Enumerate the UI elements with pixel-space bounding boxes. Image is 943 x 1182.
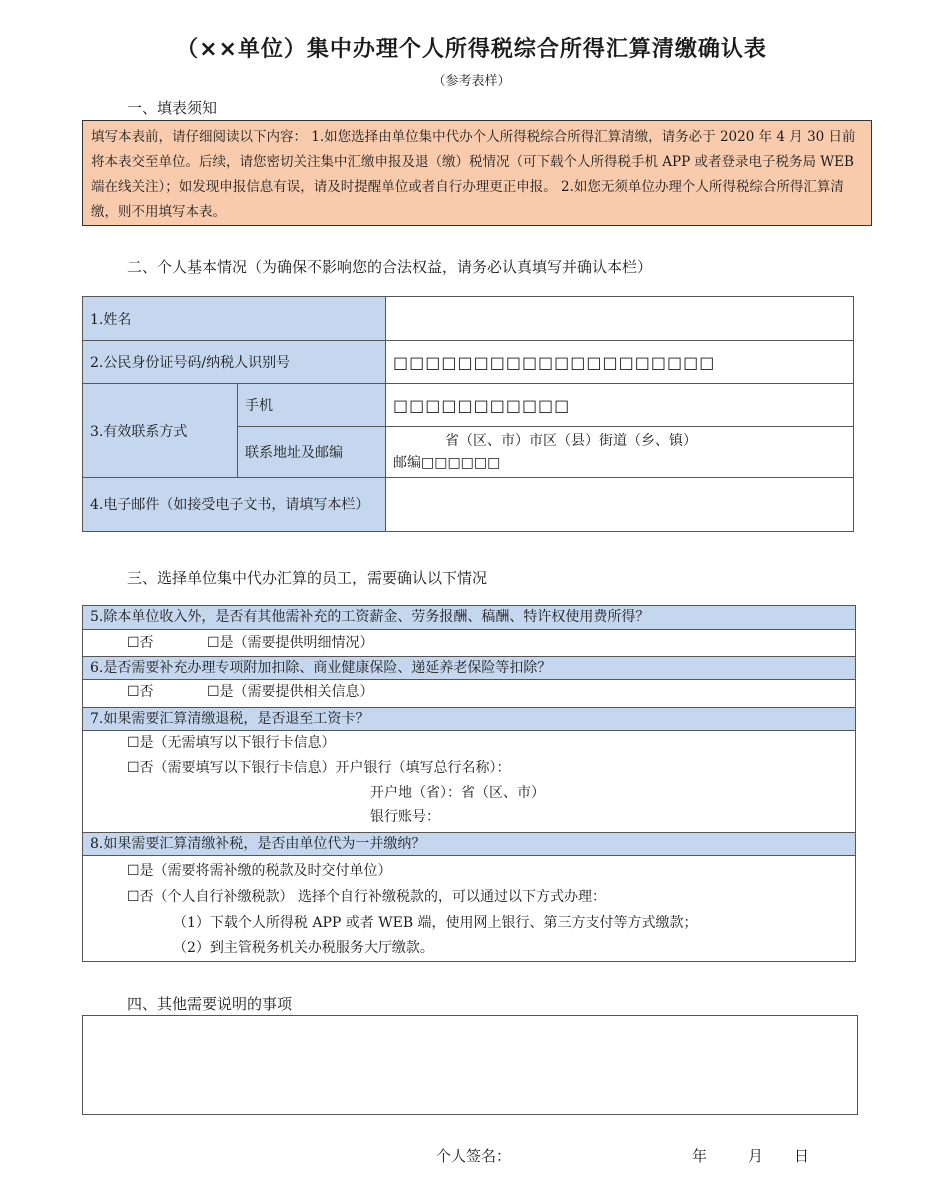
signature-month: 月 bbox=[748, 1147, 764, 1165]
q5-no-checkbox[interactable]: ☐否 bbox=[127, 635, 154, 651]
q7-yes-checkbox[interactable]: ☐是（无需填写以下银行卡信息） bbox=[127, 735, 336, 751]
signature-field[interactable] bbox=[520, 1142, 670, 1166]
postcode-line: 邮编□□□□□□ bbox=[393, 455, 501, 471]
personal-info-table bbox=[82, 296, 854, 532]
email-field[interactable] bbox=[386, 478, 854, 532]
q8-no-checkbox[interactable]: ☐否（个人自行补缴税款） 选择个自行补缴税款的，可以通过以下方式办理： bbox=[127, 889, 606, 905]
question-5: 5.除本单位收入外，是否有其他需补充的工资薪金、劳务报酬、稿酬、特许权使用费所得？ bbox=[83, 606, 855, 630]
name-label: 1.姓名 bbox=[83, 297, 386, 341]
q6-no-checkbox[interactable]: ☐否 bbox=[127, 684, 154, 700]
section3-heading: 三、选择单位集中代办汇算的员工，需要确认以下情况 bbox=[127, 569, 488, 587]
id-field[interactable]: □□□□□□□□□□□□□□□□□□□□ bbox=[386, 341, 854, 384]
form-subtitle: （参考表样） bbox=[432, 74, 511, 89]
q8-yes-checkbox[interactable]: ☐是（需要将需补缴的税款及时交付单位） bbox=[127, 863, 392, 879]
phone-field[interactable]: □□□□□□□□□□□ bbox=[386, 384, 854, 427]
email-label: 4.电子邮件（如接受电子文书，请填写本栏） bbox=[83, 478, 386, 532]
q7-bank-place: 开户地（省）：省（区、市） bbox=[370, 785, 545, 801]
confirmation-box bbox=[82, 605, 856, 962]
q8-way-2: （2）到主管税务机关办税服务大厅缴款。 bbox=[173, 940, 434, 956]
notice-box bbox=[82, 120, 872, 226]
section1-heading: 一、填表须知 bbox=[127, 99, 218, 117]
question-8: 8.如果需要汇算清缴补税，是否由单位代为一并缴纳？ bbox=[83, 832, 855, 856]
signature-year: 年 bbox=[692, 1147, 708, 1165]
question-6: 6.是否需要补充办理专项附加扣除、商业健康保险、递延养老保险等扣除？ bbox=[83, 656, 855, 680]
contact-label: 3.有效联系方式 bbox=[83, 384, 238, 478]
q7-bank-account: 银行账号： bbox=[370, 809, 440, 825]
q5-yes-checkbox[interactable]: ☐是（需要提供明细情况） bbox=[207, 635, 374, 651]
form-title: （××单位）集中办理个人所得税综合所得汇算清缴确认表 bbox=[176, 37, 767, 62]
q6-yes-checkbox[interactable]: ☐是（需要提供相关信息） bbox=[207, 684, 374, 700]
signature-label: 个人签名： bbox=[436, 1147, 512, 1165]
id-label: 2.公民身份证号码/纳税人识别号 bbox=[83, 341, 386, 384]
address-line: 省（区、市）市区（县）街道（乡、镇） bbox=[445, 433, 697, 449]
phone-label: 手机 bbox=[238, 384, 386, 427]
section2-heading: 二、个人基本情况（为确保不影响您的合法权益，请务必认真填写并确认本栏） bbox=[127, 258, 653, 276]
notice-text: 填写本表前，请仔细阅读以下内容： 1.如您选择由单位集中代办个人所得税综合所得汇算清缴，请务必于 2020 年 4 月 30 日前将本表交至单位。后续，请您密切关注集中汇缴申报及退（缴）税情况（可下载个人所得税手机 APP 或者登录电子税务局 WEB 端在线关注）；如发现申报信息有误，请及时提醒单位或者自行办理更正申报。 2.如您无须单位办理个人所得税综合所得汇算清缴，则不用填写本表。 bbox=[91, 129, 856, 220]
address-label: 联系地址及邮编 bbox=[238, 427, 386, 478]
signature-day: 日 bbox=[794, 1147, 810, 1165]
q8-way-1: （1）下载个人所得税 APP 或者 WEB 端，使用网上银行、第三方支付等方式缴款； bbox=[173, 915, 698, 931]
name-field[interactable] bbox=[386, 297, 854, 341]
other-notes-field[interactable] bbox=[82, 1015, 858, 1115]
section4-heading: 四、其他需要说明的事项 bbox=[127, 995, 293, 1013]
q7-no-checkbox[interactable]: ☐否（需要填写以下银行卡信息）开户银行（填写总行名称）： bbox=[127, 760, 511, 776]
question-7: 7.如果需要汇算清缴退税，是否退至工资卡？ bbox=[83, 707, 855, 731]
address-field[interactable] bbox=[386, 427, 854, 478]
